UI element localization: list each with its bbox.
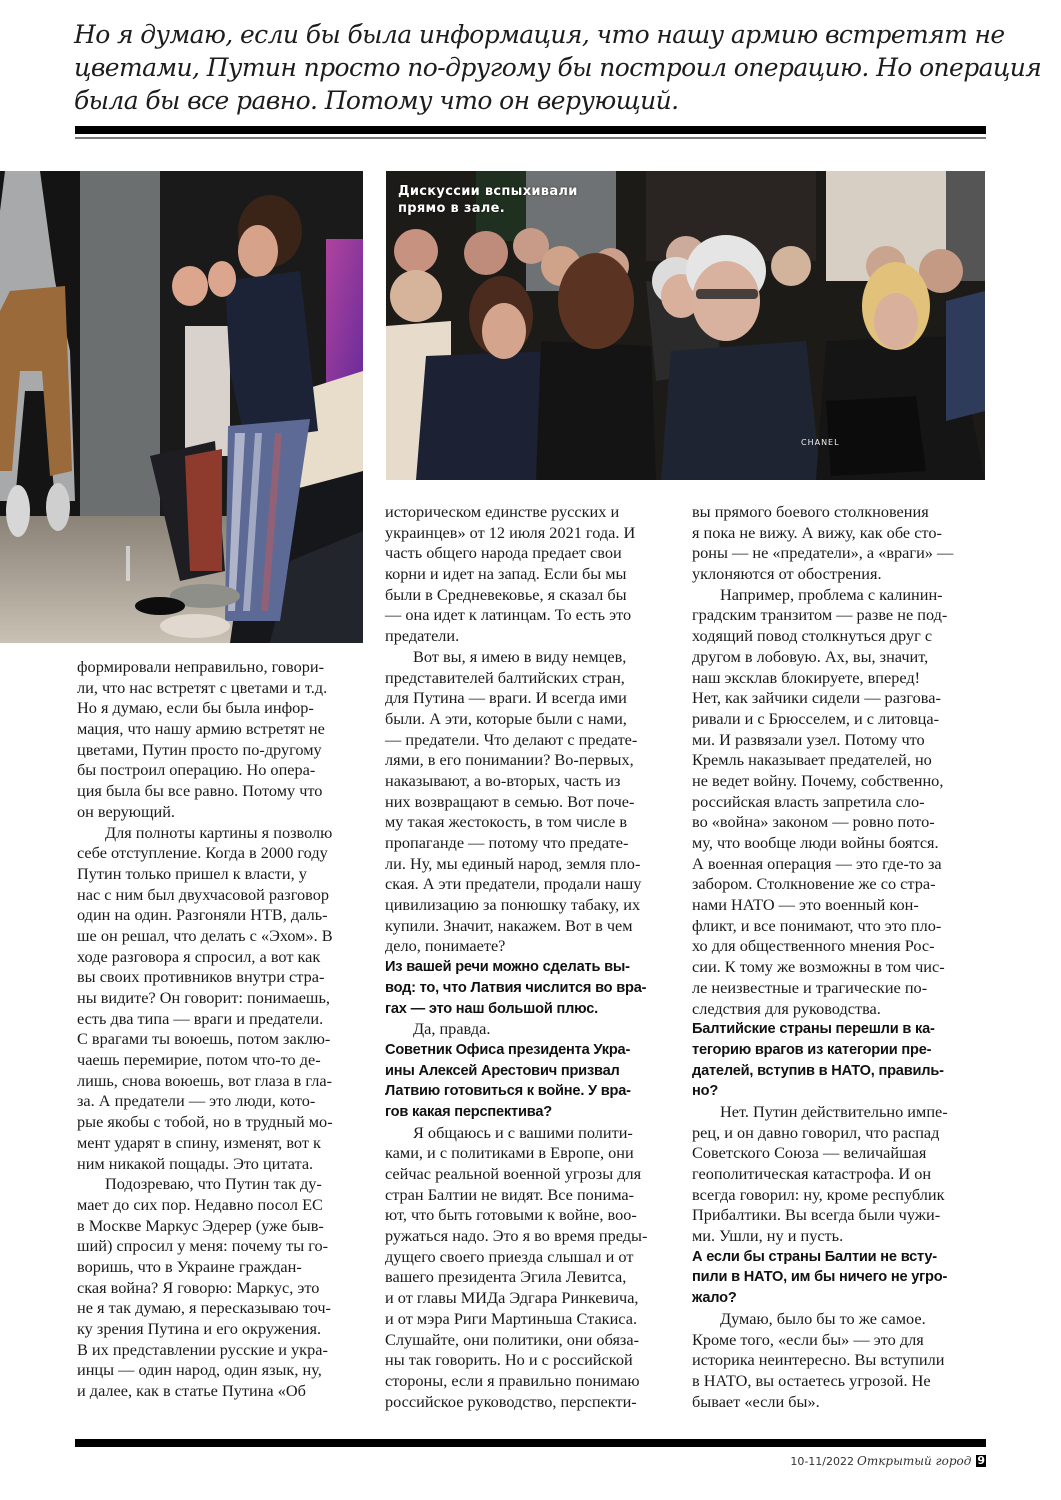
article-text-line: Путин только пришел к власти, у — [77, 863, 307, 883]
article-text-line: Думаю, было бы то же самое. — [720, 1308, 926, 1328]
article-text-line: сии. К тому же возможны в том чис- — [692, 957, 945, 977]
article-text-line: ку зрения Путина и его окружения. — [77, 1319, 322, 1338]
article-text-line: ходе разговора я спросил, а вот как — [77, 946, 321, 966]
article-text-line: Я общаюсь и с вашими полити- — [413, 1122, 633, 1142]
article-text-line: Нет, как зайчики сидели — разгова- — [692, 688, 941, 708]
article-text-line: я пока не вижу. А вижу, как обе сто- — [692, 522, 942, 542]
interview-question-line: ины Алексей Арестович призвал — [385, 1062, 620, 1079]
bottom-rule — [75, 1439, 986, 1447]
article-text-line: геополитическая катастрофа. И он — [692, 1164, 932, 1183]
article-text-line: Советского Союза — величайшая — [692, 1143, 927, 1163]
article-text-line: корни и идет на запад. Если бы мы — [385, 564, 627, 584]
article-text-line: стран Балтии не видят. Все понима- — [385, 1184, 635, 1204]
article-text-line: нами НАТО — это военный кон- — [692, 895, 919, 915]
interview-question-line: но? — [692, 1083, 719, 1100]
article-text-line: — она идет к латинцам. То есть это — [385, 605, 632, 625]
article-text-line: Но я думаю, если бы была инфор- — [77, 698, 314, 718]
page-footer — [790, 1454, 986, 1469]
article-text-line: формировали неправильно, говори- — [77, 657, 325, 676]
article-text-line: Нет. Путин действительно импе- — [720, 1101, 948, 1121]
article-text-line: есть два типа — враги и предатели. — [77, 1008, 324, 1028]
article-text-line: Слушайте, они политики, они обяза- — [385, 1329, 640, 1349]
interview-question-line: жало? — [692, 1290, 737, 1307]
article-column-2 — [385, 502, 685, 1412]
article-text-line: были в Средневековье, я сказал бы — [385, 584, 627, 604]
interview-question-line: А если бы страны Балтии не всту- — [692, 1248, 937, 1265]
article-text-line: бывает «если бы». — [692, 1391, 820, 1411]
article-text-line: ми. Ушли, ну и пусть. — [692, 1226, 844, 1246]
article-text-line: вы прямого боевого столкновения — [692, 502, 929, 521]
article-text-line: за. А предатели — это люди, кото- — [77, 1091, 316, 1111]
article-text-line: российское руководство, перспекти- — [385, 1391, 637, 1411]
article-text-line: другом в лобовую. Ах, вы, значит, — [692, 646, 929, 666]
interview-question-line: Латвию готовиться к войне. У вра- — [385, 1083, 631, 1100]
interview-question-line: Из вашей речи можно сделать вы- — [385, 959, 630, 976]
article-text-line: мает до сих пор. Недавно посол ЕС — [77, 1194, 323, 1214]
article-text-line: Да, правда. — [413, 1019, 491, 1039]
article-text-line: уклоняются от обострения. — [692, 564, 882, 584]
article-column-1 — [77, 657, 377, 1402]
article-text-line: в Москве Маркус Эдерер (уже быв- — [77, 1215, 324, 1235]
article-text-line: ли, что нас встретят с цветами и т.д. — [77, 677, 328, 697]
pull-quote-line: цветами, Путин просто по-другому бы построил операцию. Но операция — [74, 53, 1042, 82]
article-text-line: Прибалтики. Вы всегда были чужи- — [692, 1205, 941, 1225]
article-text-line: му, что вообще люди войны боятся. — [692, 833, 939, 852]
article-text-line: часть общего народа предает свои — [385, 543, 622, 563]
article-text-line: не ведет войну. Почему, собственно, — [692, 770, 944, 790]
photo-audience-image — [386, 171, 985, 480]
article-text-line: и от мэра Риги Мартиньша Стакиса. — [385, 1308, 638, 1328]
article-text-line: Подозреваю, что Путин так ду- — [105, 1174, 322, 1194]
bag-logo-text: CHANEL — [801, 438, 840, 447]
pull-quote-line: была бы все равно. Потому что он верующий. — [74, 86, 679, 115]
photo-speaker — [0, 171, 363, 643]
article-text-line: вы своих противников внутри стра- — [77, 967, 325, 987]
pull-quote-line: Но я думаю, если бы была информация, что нашу армию встретят не — [74, 20, 1005, 49]
article-text-line: купили. Значит, накажем. Вот в чем — [385, 915, 633, 935]
article-text-line: хо для общественного мнения Рос- — [692, 936, 935, 956]
article-text-line: всегда говорил: ну, кроме республик — [692, 1184, 945, 1204]
article-text-line: наш эксклав блокируете, вперед! — [692, 667, 921, 687]
article-text-line: С врагами ты воюешь, потом заклю- — [77, 1029, 331, 1049]
article-text-line: рые якобы с тобой, но в трудный мо- — [77, 1112, 333, 1132]
article-text-line: ция была бы все равно. Потому что — [77, 781, 323, 801]
article-text-line: лишь, снова воюешь, вот глаза в гла- — [77, 1070, 332, 1090]
issue-number: 10-11/2022 — [790, 1455, 854, 1468]
interview-question-line: вод: то, что Латвия числится во вра- — [385, 979, 647, 996]
article-text-line: историка неинтересно. Вы вступили — [692, 1350, 945, 1370]
article-text-line: му такая жестокость, в том числе в — [385, 812, 628, 832]
article-text-line: рец, и он давно говорил, что распад — [692, 1122, 940, 1142]
article-text-line: воришь, что в Украине граждан- — [77, 1256, 302, 1276]
top-rule-thick — [75, 126, 986, 134]
article-text-line: ют, что быть готовыми к войне, воо- — [385, 1205, 637, 1225]
article-text-line: не я так думаю, я пересказываю точ- — [77, 1298, 331, 1318]
article-text-line: градским транзитом — разве не под- — [692, 605, 948, 625]
article-text-line: ходящий повод столкнуться друг с — [692, 626, 933, 646]
article-text-line: ружаться надо. Это я во время преды- — [385, 1226, 648, 1246]
article-text-line: лями, в его понимании? Во-первых, — [385, 750, 634, 770]
article-text-line: и от главы МИДа Эдгара Ринкевича, — [385, 1288, 639, 1308]
article-text-line: ками, и с политиками в Европе, они — [385, 1143, 634, 1163]
article-text-line: наказывают, а во-вторых, часть из — [385, 770, 621, 790]
article-text-line: ше он решал, что делать с «Эхом». В — [77, 925, 333, 945]
page-number: 9 — [977, 1454, 985, 1467]
article-text-line: Вот вы, я имею в виду немцев, — [413, 646, 627, 666]
article-text-line: стороны, если я правильно понимаю — [385, 1370, 640, 1390]
article-text-line: ним никакой пощады. Это цитата. — [77, 1153, 314, 1173]
article-text-line: представителей балтийских стран, — [385, 667, 625, 687]
top-rule-thin — [75, 137, 986, 139]
interview-question-line: гах — это наш большой плюс. — [385, 1000, 598, 1017]
article-text-line: историческом единстве русских и — [385, 502, 620, 521]
article-text-line: фликт, и все понимают, что это пло- — [692, 915, 942, 935]
photo-caption-line: Дискуссии вспыхивали — [398, 184, 578, 199]
article-text-line: были. А эти, которые были с нами, — [385, 708, 627, 728]
article-text-line: бы построил операцию. Но опера- — [77, 760, 316, 780]
article-text-line: цветами, Путин просто по-другому — [77, 739, 322, 759]
article-text-line: он верующий. — [77, 801, 176, 821]
article-text-line: дело, понимаете? — [385, 936, 506, 956]
article-text-line: для Путина — враги. И всегда ими — [385, 688, 627, 708]
article-text-line: мент ударят в спину, изменят, вот к — [77, 1132, 321, 1152]
interview-question-line: Советник Офиса президента Укра- — [385, 1041, 631, 1058]
article-column-3 — [692, 502, 992, 1412]
article-text-line: ны так говорить. Но и с российской — [385, 1350, 633, 1370]
article-text-line: Для полноты картины я позволю — [105, 822, 333, 842]
interview-question-line: гов какая перспектива? — [385, 1103, 552, 1120]
article-text-line: них возвращают в семью. Вот поче- — [385, 791, 635, 811]
article-text-line: российская власть запретила сло- — [692, 791, 925, 811]
article-text-line: дущего своего приезда слышал и от — [385, 1246, 634, 1266]
interview-question-line: тегорию врагов из категории пре- — [692, 1041, 932, 1058]
article-text-line: — предатели. Что делают с предате- — [385, 729, 638, 749]
photo-audience — [386, 171, 985, 480]
article-text-line: во «война» законом — ровно пото- — [692, 812, 935, 832]
article-text-line: ская. А эти предатели, продали нашу — [385, 874, 642, 894]
photo-caption-line: прямо в зале. — [398, 201, 505, 216]
article-text-line: Кроме того, «если бы» — это для — [692, 1329, 924, 1349]
photo-caption — [398, 183, 578, 217]
article-text-line: цивилизацию за понюшку табаку, их — [385, 895, 641, 915]
article-text-line: и далее, как в статье Путина «Об — [77, 1381, 306, 1401]
article-text-line: сейчас реальной военной угрозы для — [385, 1164, 642, 1183]
article-text-line: забором. Столкновение же со стра- — [692, 874, 936, 894]
photo-speaker-image — [0, 171, 363, 643]
article-text-line: роны — не «предатели», а «враги» — — [692, 543, 954, 563]
article-text-line: себе отступление. Когда в 2000 году — [77, 843, 328, 863]
article-text-line: А военная операция — это где-то за — [692, 853, 942, 873]
magazine-name: Открытый город — [857, 1454, 972, 1468]
article-text-line: в НАТО, вы остаетесь угрозой. Не — [692, 1370, 931, 1390]
article-text-line: инцы — один народ, один язык, ну, — [77, 1360, 322, 1380]
article-text-line: ны видите? Он говорит: понимаешь, — [77, 988, 330, 1007]
interview-question-line: Балтийские страны перешли в ка- — [692, 1021, 935, 1038]
article-text-line: ми. И развязали узел. Потому что — [692, 729, 925, 749]
interview-question-line: дателей, вступив в НАТО, правиль- — [692, 1062, 944, 1079]
article-text-line: ская война? Я говорю: Маркус, это — [77, 1277, 320, 1297]
article-text-line: ривали и с Брюсселем, и с литовца- — [692, 708, 940, 728]
article-text-line: Например, проблема с калинин- — [720, 584, 943, 604]
article-text-line: следствия для руководства. — [692, 998, 881, 1018]
article-text-line: пропаганде — потому что предате- — [385, 833, 629, 852]
article-text-line: ший) спросил у меня: почему ты го- — [77, 1236, 329, 1256]
article-text-line: предатели. — [385, 626, 460, 646]
article-text-line: мация, что нашу армию встретят не — [77, 719, 325, 739]
article-text-line: Кремль наказывает предателей, но — [692, 750, 932, 770]
article-text-line: ли. Ну, мы единый народ, земля пло- — [385, 853, 641, 873]
article-text-line: нас с ним был двухчасовой разговор — [77, 884, 329, 904]
article-text-line: ле неизвестные и трагические по- — [692, 977, 928, 997]
article-text-line: чаешь перемирие, потом что-то де- — [77, 1050, 321, 1070]
article-text-line: В их представлении русские и укра- — [77, 1339, 328, 1359]
interview-question-line: пили в НАТО, им бы ничего не угро- — [692, 1269, 948, 1286]
article-text-line: один на один. Разгоняли НТВ, даль- — [77, 905, 328, 925]
article-text-line: вашего президента Эгила Левитса, — [385, 1267, 627, 1287]
pull-quote — [74, 18, 1042, 117]
article-text-line: украинцев» от 12 июля 2021 года. И — [385, 522, 636, 542]
